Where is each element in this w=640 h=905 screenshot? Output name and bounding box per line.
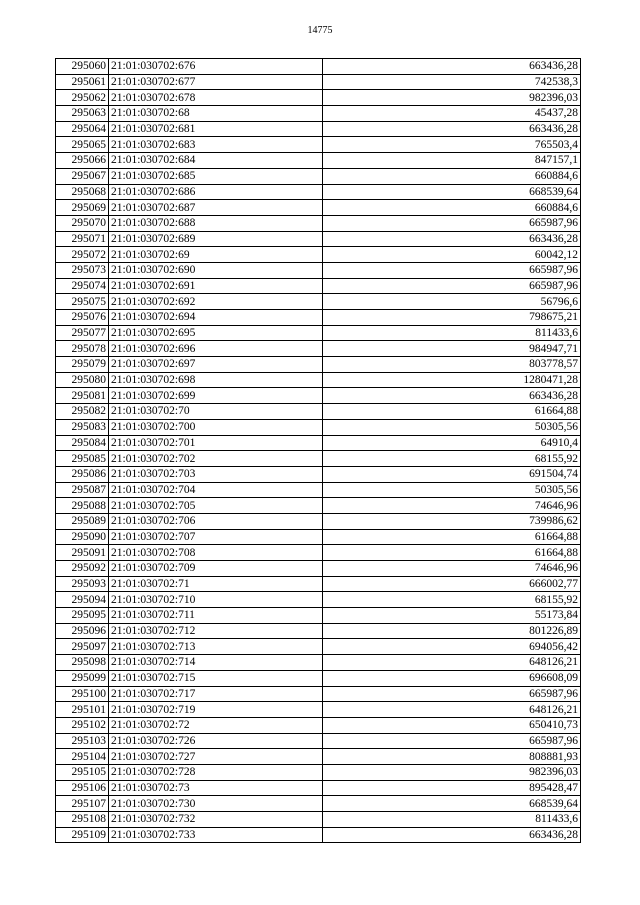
cadastral-value-cell: 61664,88 bbox=[323, 404, 581, 420]
table-row bbox=[56, 561, 581, 577]
cadastral-number-cell: 21:01:030702:732 bbox=[109, 812, 323, 828]
cadastral-value-cell: 696608,09 bbox=[323, 670, 581, 686]
cadastral-value-cell: 798675,21 bbox=[323, 310, 581, 326]
row-id-cell: 295070 bbox=[56, 215, 109, 231]
table-row bbox=[56, 200, 581, 216]
cadastral-value-cell: 694056,42 bbox=[323, 639, 581, 655]
cadastral-number-cell: 21:01:030702:70 bbox=[109, 404, 323, 420]
row-id-cell: 295079 bbox=[56, 357, 109, 373]
row-id-cell: 295108 bbox=[56, 812, 109, 828]
table-row bbox=[56, 796, 581, 812]
table-row bbox=[56, 262, 581, 278]
cadastral-number-cell: 21:01:030702:690 bbox=[109, 262, 323, 278]
cadastral-number-cell: 21:01:030702:688 bbox=[109, 215, 323, 231]
row-id-cell: 295066 bbox=[56, 153, 109, 169]
row-id-cell: 295068 bbox=[56, 184, 109, 200]
row-id-cell: 295089 bbox=[56, 513, 109, 529]
cadastral-value-cell: 648126,21 bbox=[323, 702, 581, 718]
cadastral-value-cell: 666002,77 bbox=[323, 576, 581, 592]
table-row bbox=[56, 294, 581, 310]
cadastral-number-cell: 21:01:030702:707 bbox=[109, 529, 323, 545]
cadastral-number-cell: 21:01:030702:700 bbox=[109, 419, 323, 435]
cadastral-value-table bbox=[55, 58, 581, 843]
cadastral-number-cell: 21:01:030702:69 bbox=[109, 247, 323, 263]
table-row bbox=[56, 278, 581, 294]
cadastral-value-cell: 74646,96 bbox=[323, 498, 581, 514]
cadastral-value-cell: 648126,21 bbox=[323, 655, 581, 671]
cadastral-value-cell: 50305,56 bbox=[323, 419, 581, 435]
table-row bbox=[56, 310, 581, 326]
table-row bbox=[56, 341, 581, 357]
cadastral-value-cell: 803778,57 bbox=[323, 357, 581, 373]
cadastral-number-cell: 21:01:030702:709 bbox=[109, 561, 323, 577]
table-row bbox=[56, 498, 581, 514]
cadastral-value-cell: 663436,28 bbox=[323, 231, 581, 247]
row-id-cell: 295099 bbox=[56, 670, 109, 686]
table-row bbox=[56, 325, 581, 341]
table-row bbox=[56, 733, 581, 749]
table-row bbox=[56, 106, 581, 122]
cadastral-value-cell: 1280471,28 bbox=[323, 372, 581, 388]
table-row bbox=[56, 608, 581, 624]
table-row bbox=[56, 670, 581, 686]
cadastral-value-cell: 982396,03 bbox=[323, 764, 581, 780]
row-id-cell: 295060 bbox=[56, 59, 109, 75]
cadastral-number-cell: 21:01:030702:728 bbox=[109, 764, 323, 780]
cadastral-value-cell: 60042,12 bbox=[323, 247, 581, 263]
table-row bbox=[56, 247, 581, 263]
row-id-cell: 295093 bbox=[56, 576, 109, 592]
table-row bbox=[56, 231, 581, 247]
cadastral-number-cell: 21:01:030702:730 bbox=[109, 796, 323, 812]
table-row bbox=[56, 184, 581, 200]
cadastral-number-cell: 21:01:030702:713 bbox=[109, 639, 323, 655]
row-id-cell: 295073 bbox=[56, 262, 109, 278]
table-row bbox=[56, 780, 581, 796]
table-row bbox=[56, 749, 581, 765]
table-row bbox=[56, 639, 581, 655]
row-id-cell: 295069 bbox=[56, 200, 109, 216]
cadastral-number-cell: 21:01:030702:689 bbox=[109, 231, 323, 247]
cadastral-number-cell: 21:01:030702:708 bbox=[109, 545, 323, 561]
cadastral-number-cell: 21:01:030702:698 bbox=[109, 372, 323, 388]
cadastral-value-cell: 847157,1 bbox=[323, 153, 581, 169]
cadastral-value-cell: 982396,03 bbox=[323, 90, 581, 106]
cadastral-number-cell: 21:01:030702:692 bbox=[109, 294, 323, 310]
cadastral-number-cell: 21:01:030702:683 bbox=[109, 137, 323, 153]
cadastral-value-cell: 61664,88 bbox=[323, 529, 581, 545]
cadastral-value-cell: 61664,88 bbox=[323, 545, 581, 561]
row-id-cell: 295084 bbox=[56, 435, 109, 451]
row-id-cell: 295100 bbox=[56, 686, 109, 702]
cadastral-value-cell: 64910,4 bbox=[323, 435, 581, 451]
table-row bbox=[56, 388, 581, 404]
row-id-cell: 295091 bbox=[56, 545, 109, 561]
cadastral-value-cell: 691504,74 bbox=[323, 466, 581, 482]
cadastral-value-cell: 663436,28 bbox=[323, 59, 581, 75]
table-row bbox=[56, 482, 581, 498]
cadastral-value-cell: 801226,89 bbox=[323, 623, 581, 639]
cadastral-value-cell: 650410,73 bbox=[323, 717, 581, 733]
row-id-cell: 295094 bbox=[56, 592, 109, 608]
cadastral-number-cell: 21:01:030702:694 bbox=[109, 310, 323, 326]
row-id-cell: 295078 bbox=[56, 341, 109, 357]
cadastral-value-cell: 56796,6 bbox=[323, 294, 581, 310]
table-body bbox=[56, 59, 581, 843]
cadastral-value-cell: 663436,28 bbox=[323, 827, 581, 843]
row-id-cell: 295064 bbox=[56, 121, 109, 137]
row-id-cell: 295102 bbox=[56, 717, 109, 733]
table-row bbox=[56, 529, 581, 545]
cadastral-value-cell: 765503,4 bbox=[323, 137, 581, 153]
row-id-cell: 295077 bbox=[56, 325, 109, 341]
row-id-cell: 295076 bbox=[56, 310, 109, 326]
cadastral-value-cell: 74646,96 bbox=[323, 561, 581, 577]
cadastral-number-cell: 21:01:030702:703 bbox=[109, 466, 323, 482]
cadastral-value-cell: 665987,96 bbox=[323, 278, 581, 294]
cadastral-number-cell: 21:01:030702:711 bbox=[109, 608, 323, 624]
cadastral-value-cell: 984947,71 bbox=[323, 341, 581, 357]
row-id-cell: 295098 bbox=[56, 655, 109, 671]
table-row bbox=[56, 812, 581, 828]
row-id-cell: 295065 bbox=[56, 137, 109, 153]
row-id-cell: 295080 bbox=[56, 372, 109, 388]
cadastral-number-cell: 21:01:030702:681 bbox=[109, 121, 323, 137]
table-row bbox=[56, 153, 581, 169]
cadastral-value-cell: 808881,93 bbox=[323, 749, 581, 765]
cadastral-number-cell: 21:01:030702:710 bbox=[109, 592, 323, 608]
table-row bbox=[56, 545, 581, 561]
row-id-cell: 295072 bbox=[56, 247, 109, 263]
cadastral-number-cell: 21:01:030702:691 bbox=[109, 278, 323, 294]
cadastral-value-cell: 668539,64 bbox=[323, 184, 581, 200]
cadastral-value-cell: 663436,28 bbox=[323, 121, 581, 137]
cadastral-number-cell: 21:01:030702:696 bbox=[109, 341, 323, 357]
cadastral-number-cell: 21:01:030702:677 bbox=[109, 74, 323, 90]
cadastral-number-cell: 21:01:030702:704 bbox=[109, 482, 323, 498]
table-row bbox=[56, 717, 581, 733]
table-row bbox=[56, 404, 581, 420]
cadastral-number-cell: 21:01:030702:733 bbox=[109, 827, 323, 843]
row-id-cell: 295061 bbox=[56, 74, 109, 90]
cadastral-number-cell: 21:01:030702:687 bbox=[109, 200, 323, 216]
table-row bbox=[56, 168, 581, 184]
cadastral-value-cell: 665987,96 bbox=[323, 686, 581, 702]
table-row bbox=[56, 764, 581, 780]
cadastral-value-cell: 68155,92 bbox=[323, 451, 581, 467]
row-id-cell: 295097 bbox=[56, 639, 109, 655]
row-id-cell: 295104 bbox=[56, 749, 109, 765]
row-id-cell: 295096 bbox=[56, 623, 109, 639]
cadastral-value-cell: 811433,6 bbox=[323, 325, 581, 341]
cadastral-number-cell: 21:01:030702:71 bbox=[109, 576, 323, 592]
table-row bbox=[56, 121, 581, 137]
table-row bbox=[56, 592, 581, 608]
table-row bbox=[56, 90, 581, 106]
cadastral-number-cell: 21:01:030702:697 bbox=[109, 357, 323, 373]
row-id-cell: 295088 bbox=[56, 498, 109, 514]
row-id-cell: 295090 bbox=[56, 529, 109, 545]
cadastral-number-cell: 21:01:030702:678 bbox=[109, 90, 323, 106]
cadastral-number-cell: 21:01:030702:726 bbox=[109, 733, 323, 749]
cadastral-number-cell: 21:01:030702:676 bbox=[109, 59, 323, 75]
row-id-cell: 295087 bbox=[56, 482, 109, 498]
table-row bbox=[56, 419, 581, 435]
row-id-cell: 295071 bbox=[56, 231, 109, 247]
row-id-cell: 295103 bbox=[56, 733, 109, 749]
table-row bbox=[56, 655, 581, 671]
cadastral-number-cell: 21:01:030702:706 bbox=[109, 513, 323, 529]
row-id-cell: 295107 bbox=[56, 796, 109, 812]
cadastral-value-cell: 895428,47 bbox=[323, 780, 581, 796]
row-id-cell: 295074 bbox=[56, 278, 109, 294]
table-row bbox=[56, 827, 581, 843]
cadastral-number-cell: 21:01:030702:695 bbox=[109, 325, 323, 341]
row-id-cell: 295067 bbox=[56, 168, 109, 184]
cadastral-number-cell: 21:01:030702:685 bbox=[109, 168, 323, 184]
row-id-cell: 295085 bbox=[56, 451, 109, 467]
table-row bbox=[56, 59, 581, 75]
cadastral-value-cell: 663436,28 bbox=[323, 388, 581, 404]
row-id-cell: 295101 bbox=[56, 702, 109, 718]
cadastral-number-cell: 21:01:030702:68 bbox=[109, 106, 323, 122]
cadastral-number-cell: 21:01:030702:714 bbox=[109, 655, 323, 671]
cadastral-number-cell: 21:01:030702:705 bbox=[109, 498, 323, 514]
row-id-cell: 295109 bbox=[56, 827, 109, 843]
cadastral-value-cell: 660884,6 bbox=[323, 200, 581, 216]
cadastral-number-cell: 21:01:030702:702 bbox=[109, 451, 323, 467]
cadastral-value-cell: 739986,62 bbox=[323, 513, 581, 529]
cadastral-value-cell: 665987,96 bbox=[323, 215, 581, 231]
row-id-cell: 295106 bbox=[56, 780, 109, 796]
table-row bbox=[56, 466, 581, 482]
cadastral-number-cell: 21:01:030702:73 bbox=[109, 780, 323, 796]
cadastral-value-cell: 665987,96 bbox=[323, 733, 581, 749]
cadastral-number-cell: 21:01:030702:686 bbox=[109, 184, 323, 200]
cadastral-value-cell: 668539,64 bbox=[323, 796, 581, 812]
row-id-cell: 295086 bbox=[56, 466, 109, 482]
table-row bbox=[56, 623, 581, 639]
table-row bbox=[56, 702, 581, 718]
cadastral-number-cell: 21:01:030702:717 bbox=[109, 686, 323, 702]
cadastral-number-cell: 21:01:030702:727 bbox=[109, 749, 323, 765]
page-number: 14775 bbox=[307, 25, 333, 36]
table-row bbox=[56, 513, 581, 529]
table-row bbox=[56, 435, 581, 451]
row-id-cell: 295075 bbox=[56, 294, 109, 310]
cadastral-value-cell: 665987,96 bbox=[323, 262, 581, 278]
row-id-cell: 295063 bbox=[56, 106, 109, 122]
row-id-cell: 295092 bbox=[56, 561, 109, 577]
table-row bbox=[56, 576, 581, 592]
cadastral-number-cell: 21:01:030702:719 bbox=[109, 702, 323, 718]
table-row bbox=[56, 215, 581, 231]
cadastral-value-cell: 50305,56 bbox=[323, 482, 581, 498]
row-id-cell: 295083 bbox=[56, 419, 109, 435]
cadastral-value-cell: 742538,3 bbox=[323, 74, 581, 90]
cadastral-number-cell: 21:01:030702:72 bbox=[109, 717, 323, 733]
row-id-cell: 295105 bbox=[56, 764, 109, 780]
table-row bbox=[56, 686, 581, 702]
row-id-cell: 295062 bbox=[56, 90, 109, 106]
cadastral-value-cell: 811433,6 bbox=[323, 812, 581, 828]
table-row bbox=[56, 137, 581, 153]
cadastral-number-cell: 21:01:030702:712 bbox=[109, 623, 323, 639]
table-row bbox=[56, 74, 581, 90]
table-row bbox=[56, 357, 581, 373]
row-id-cell: 295081 bbox=[56, 388, 109, 404]
cadastral-number-cell: 21:01:030702:684 bbox=[109, 153, 323, 169]
table-row bbox=[56, 372, 581, 388]
cadastral-value-cell: 68155,92 bbox=[323, 592, 581, 608]
cadastral-number-cell: 21:01:030702:701 bbox=[109, 435, 323, 451]
row-id-cell: 295082 bbox=[56, 404, 109, 420]
cadastral-value-cell: 55173,84 bbox=[323, 608, 581, 624]
cadastral-value-cell: 660884,6 bbox=[323, 168, 581, 184]
cadastral-number-cell: 21:01:030702:715 bbox=[109, 670, 323, 686]
cadastral-value-cell: 45437,28 bbox=[323, 106, 581, 122]
cadastral-number-cell: 21:01:030702:699 bbox=[109, 388, 323, 404]
row-id-cell: 295095 bbox=[56, 608, 109, 624]
table-row bbox=[56, 451, 581, 467]
